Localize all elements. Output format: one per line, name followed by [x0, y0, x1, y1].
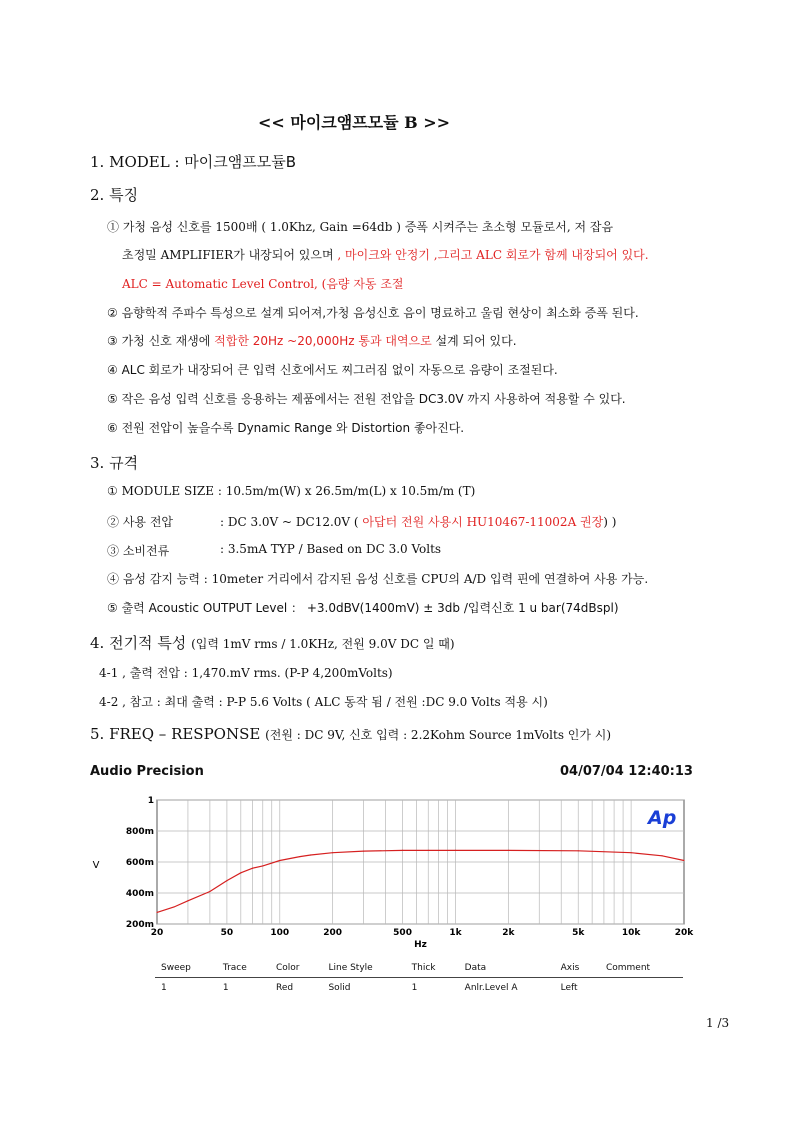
- data-point: [402, 850, 403, 851]
- feature-4: ④ ALC 회로가 내장되어 큰 입력 신호에서도 찌그러짐 없이 자동으로 음량이 조절된다.: [107, 363, 558, 377]
- data-point: [455, 850, 456, 851]
- data-point: [661, 855, 662, 856]
- data-point: [240, 872, 241, 873]
- electrical-4-1: 4-1 , 출력 전압 : 1,470.mV rms. (P-P 4,200mVolts): [99, 666, 393, 680]
- spec-2-value-text: : DC 3.0V ~ DC12.0V (: [220, 515, 363, 529]
- data-point: [262, 865, 263, 866]
- model-value: 마이크앰프모듈B: [184, 153, 296, 171]
- spec-2-end: ) ): [603, 515, 617, 529]
- legend-data-row: [155, 978, 683, 998]
- feature-5: ⑤ 작은 음성 입력 신호를 응용하는 제품에서는 전원 전압을 DC3.0V 까지 사용하여 적용할 수 있다.: [107, 392, 626, 406]
- data-point: [156, 912, 157, 913]
- x-axis-label: Hz: [414, 940, 427, 950]
- data-point: [252, 868, 253, 869]
- legend-header-row: [155, 958, 683, 978]
- legend-cell: 1: [222, 982, 229, 993]
- feature-1b: [122, 246, 649, 263]
- spec-3-label: ③ 소비전류: [107, 544, 170, 558]
- data-point: [332, 852, 333, 853]
- y-tick-label: 200m: [125, 920, 154, 930]
- data-point: [683, 860, 684, 861]
- spec-3-value: : 3.5mA TYP / Based on DC 3.0 Volts: [220, 542, 442, 556]
- legend-cell: Left: [560, 982, 578, 993]
- legend-header-cell: Comment: [600, 958, 683, 978]
- freq-heading: [90, 725, 611, 743]
- trace-legend-table: [155, 958, 683, 997]
- legend-cell: Solid: [328, 982, 351, 993]
- x-tick-label: 200: [323, 928, 343, 938]
- ap-logo: Ap: [648, 807, 677, 829]
- data-point: [508, 850, 509, 851]
- electrical-heading: [90, 632, 455, 653]
- spec-4: ④ 음성 감지 능력 : 10meter 거리에서 감지된 음성 신호를 CPU의 A/D 입력 핀에 연결하여 사용 가능.: [107, 572, 649, 586]
- spec-2-value: [220, 513, 616, 530]
- legend-cell: Anlr.Level A: [464, 982, 518, 993]
- data-point: [226, 880, 227, 881]
- legend-cell: 1: [161, 982, 167, 993]
- feature-3: [107, 332, 517, 349]
- data-point: [209, 891, 210, 892]
- x-tick-label: 500: [393, 928, 412, 938]
- spec-2-red: 아답터 전원 사용시 HU10467-11002A 권장: [362, 515, 604, 529]
- legend-header-cell: Color: [270, 958, 322, 978]
- spec-1: ① MODULE SIZE : 10.5m/m(W) x 26.5m/m(L) x 10.5m/m (T): [107, 484, 476, 498]
- chart-header-right: 04/07/04 12:40:13: [560, 764, 693, 779]
- x-tick-label: 10k: [621, 928, 641, 938]
- electrical-heading-text: 4. 전기적 특성: [90, 634, 192, 652]
- x-tick-label: 5k: [572, 928, 585, 938]
- legend-header-cell: Thick: [406, 958, 459, 978]
- electrical-4-2: 4-2 , 참고 : 최대 출력 : P-P 5.6 Volts ( ALC 동작 됨 / 전원 :DC 9.0 Volts 적용 시): [99, 695, 548, 709]
- x-tick-label: 2k: [502, 928, 515, 938]
- data-point: [173, 906, 174, 907]
- feature-3a: ③ 가청 신호 재생에: [107, 334, 215, 348]
- frequency-response-chart: [80, 790, 700, 955]
- y-axis-label: V: [92, 860, 100, 871]
- feature-1a: ① 가청 음성 신호를 1500배 ( 1.0Khz, Gain =64db ) 증폭 시켜주는 초소형 모듈로서, 저 잡음: [107, 220, 614, 234]
- x-tick-label: 100: [270, 928, 290, 938]
- spec-2-label: ② 사용 전압: [107, 515, 173, 529]
- feature-1c: ALC = Automatic Level Control, (음량 자동 조절: [122, 277, 404, 291]
- chart-header-left: Audio Precision: [90, 764, 204, 779]
- legend-header-cell: Data: [459, 958, 555, 978]
- x-tick-label: 20k: [674, 928, 694, 938]
- spec-heading: 3. 규격: [90, 454, 139, 472]
- spec-5: ⑤ 출력 Acoustic OUTPUT Level ： +3.0dBV(1400mV) ± 3db /입력신호 1 u bar(74dBspl): [107, 601, 619, 615]
- y-tick-label: 400m: [125, 889, 154, 899]
- feature-6: ⑥ 전원 전압이 높을수록 Dynamic Range 와 Distortion 좋아진다.: [107, 421, 465, 435]
- feature-3b: 설계 되어 있다.: [431, 334, 517, 348]
- y-tick-label: 1: [147, 796, 154, 806]
- model-line: [90, 151, 296, 172]
- x-tick-label: 1k: [449, 928, 462, 938]
- data-point: [631, 852, 632, 853]
- page-number: 1 /3: [706, 1016, 730, 1030]
- data-point: [279, 860, 280, 861]
- legend-header-cell: Axis: [555, 958, 600, 978]
- feature-1b-red: , 마이크와 안정기 ,그리고 ALC 회로가 함께 내장되어 있다.: [337, 248, 649, 262]
- freq-heading-text: 5. FREQ – RESPONSE: [90, 725, 266, 743]
- legend-cell: [600, 978, 683, 998]
- legend-header-cell: Line Style: [322, 958, 405, 978]
- y-tick-label: 800m: [125, 827, 154, 837]
- data-point: [310, 854, 311, 855]
- x-tick-label: 20: [150, 928, 164, 938]
- feature-3-red: 적합한 20Hz ~20,000Hz 통과 대역으로: [214, 334, 432, 348]
- legend-cell: Red: [275, 982, 294, 993]
- page-title: << 마이크앰프모듈 B >>: [258, 113, 451, 132]
- data-point: [578, 850, 579, 851]
- feature-1b-text: 초정밀 AMPLIFIER가 내장되어 있으며: [122, 248, 338, 262]
- model-label: 1. MODEL :: [90, 153, 185, 171]
- x-tick-label: 50: [220, 928, 234, 938]
- legend-header-cell: Trace: [217, 958, 270, 978]
- electrical-heading-note: (입력 1mV rms / 1.0KHz, 전원 9.0V DC 일 때): [191, 637, 455, 651]
- data-point: [187, 900, 188, 901]
- freq-heading-note: (전원 : DC 9V, 신호 입력 : 2.2Kohm Source 1mVolts 인가 시): [265, 728, 612, 742]
- legend-cell: 1: [411, 982, 418, 993]
- features-heading: 2. 특징: [90, 186, 139, 204]
- data-point: [299, 856, 300, 857]
- data-point: [363, 851, 364, 852]
- y-tick-label: 600m: [125, 858, 154, 868]
- feature-2: ② 음향학적 주파수 특성으로 설계 되어져,가청 음성신호 음이 명료하고 울림 현상이 최소화 증폭 된다.: [107, 306, 639, 320]
- legend-header-cell: Sweep: [155, 958, 217, 978]
- data-point: [428, 850, 429, 851]
